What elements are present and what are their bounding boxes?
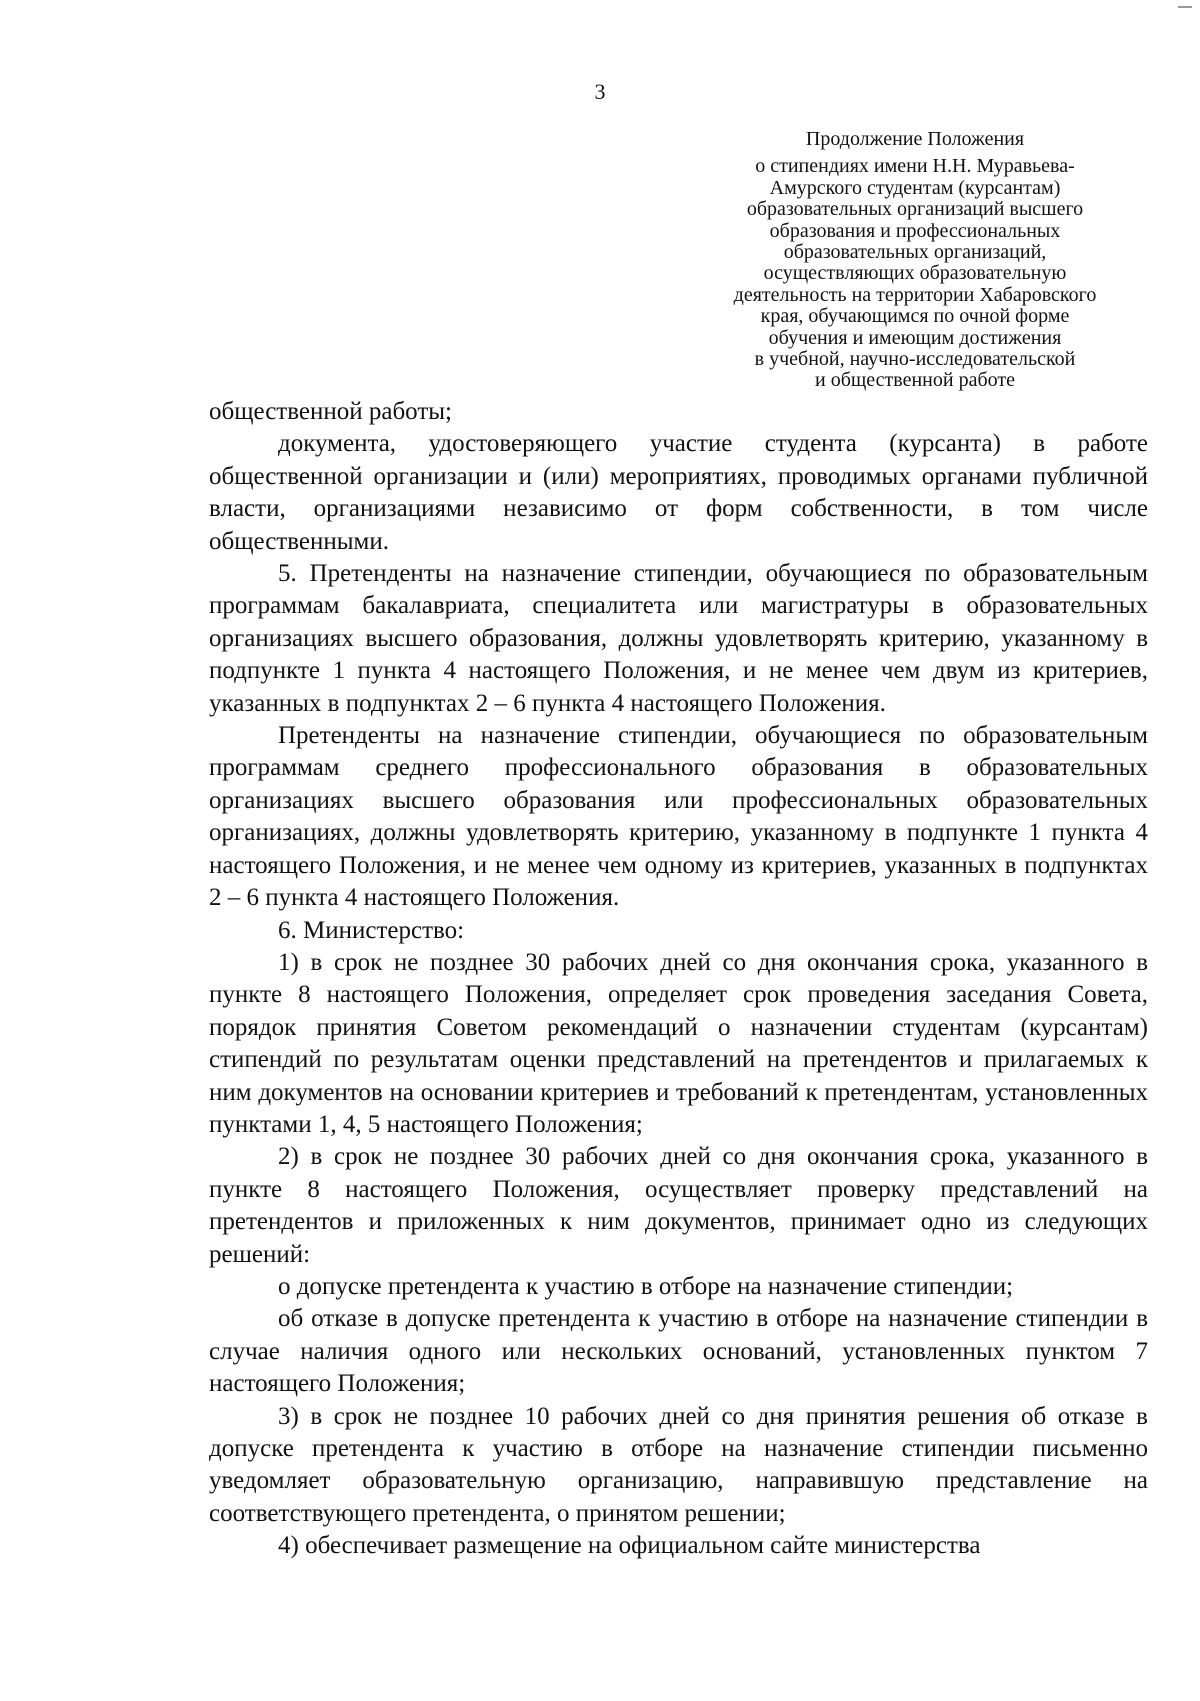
paragraph: об отказе в допуске претендента к участию в отборе на назначение стипендии в случае наличия одного или нескольких оснований, установленных пунктом 7 настоящего Положения; bbox=[209, 1305, 1148, 1398]
page-number: 3 bbox=[594, 79, 606, 104]
document-header bbox=[690, 129, 1140, 392]
paragraph: документа, удостоверяющего участие студента (курсанта) в работе общественной организации и (или) мероприятиях, проводимых органами публичной власти, организациями независимо от форм собственности, в том числе общественными. bbox=[209, 430, 1148, 555]
paragraph-subclause-1: 1) в срок не позднее 30 рабочих дней со дня окончания срока, указанного в пункте 8 настоящего Положения, определяет срок проведения заседания Совета, порядок принятия Советом рекомендаций о назначении студентам (курсантам) стипендий по результатам оценки представлений на претендентов и прилагаемых к ним документов на основании критериев и требований к претендентам, установленных пунктами 1, 4, 5 настоящего Положения; bbox=[209, 948, 1148, 1138]
paragraph-clause-5: 5. Претенденты на назначение стипендии, обучающиеся по образовательным программам бакалавриата, специалитета или магистратуры в образовательных организациях высшего образования, должны удовлетворять критерию, указанному в подпункте 1 пункта 4 настоящего Положения, и не менее чем двум из критериев, указанных в подпунктах 2 – 6 пункта 4 настоящего Положения. bbox=[209, 560, 1148, 717]
header-line: образовательных организаций высшего bbox=[746, 198, 1084, 221]
header-line: края, обучающимся по очной форме bbox=[760, 305, 1070, 328]
header-line: в учебной, научно-исследовательской bbox=[754, 348, 1076, 371]
paragraph-subclause-4: 4) обеспечивает размещение на официальном сайте министерства bbox=[278, 1532, 981, 1560]
header-line: образования и профессиональных bbox=[769, 219, 1061, 242]
paragraph: о допуске претендента к участию в отборе на назначение стипендии; bbox=[278, 1272, 1014, 1300]
header-line: обучения и имеющим достижения bbox=[768, 326, 1062, 349]
header-line: деятельность на территории Хабаровского bbox=[733, 283, 1097, 306]
header-line: о стипендиях имени Н.Н. Муравьева- bbox=[755, 155, 1075, 178]
paragraph-clause-6: 6. Министерство: bbox=[278, 916, 465, 944]
header-line: образовательных организаций, bbox=[783, 241, 1047, 264]
header-title: Продолжение Положения bbox=[805, 128, 1025, 150]
document-body bbox=[209, 396, 1148, 1563]
scan-edge-mark bbox=[1178, 6, 1192, 8]
paragraph: Претенденты на назначение стипендии, обучающиеся по образовательным программам среднего профессионального образования в образовательных организациях высшего образования или профессиональных образовательных организациях, должны удовлетворять критерию, указанному в подпункте 1 пункта 4 настоящего Положения, и не менее чем одному из критериев, указанных в подпунктах 2 – 6 пункта 4 настоящего Положения. bbox=[209, 722, 1148, 912]
paragraph-subclause-2: 2) в срок не позднее 30 рабочих дней со дня окончания срока, указанного в пункте 8 настоящего Положения, осуществляет проверку представлений на претендентов и приложенных к ним документов, принимает одно из следующих решений: bbox=[209, 1143, 1148, 1268]
paragraph-subclause-3: 3) в срок не позднее 10 рабочих дней со дня принятия решения об отказе в допуске претендента к участию в отборе на назначение стипендии письменно уведомляет образовательную организацию, направившую представление на соответствующего претендента, о принятом решении; bbox=[209, 1402, 1148, 1527]
header-line: и общественной работе bbox=[815, 369, 1015, 392]
header-line: Амурского студентам (курсантам) bbox=[769, 176, 1061, 199]
header-line: осуществляющих образовательную bbox=[763, 262, 1067, 285]
paragraph: общественной работы; bbox=[209, 398, 453, 425]
